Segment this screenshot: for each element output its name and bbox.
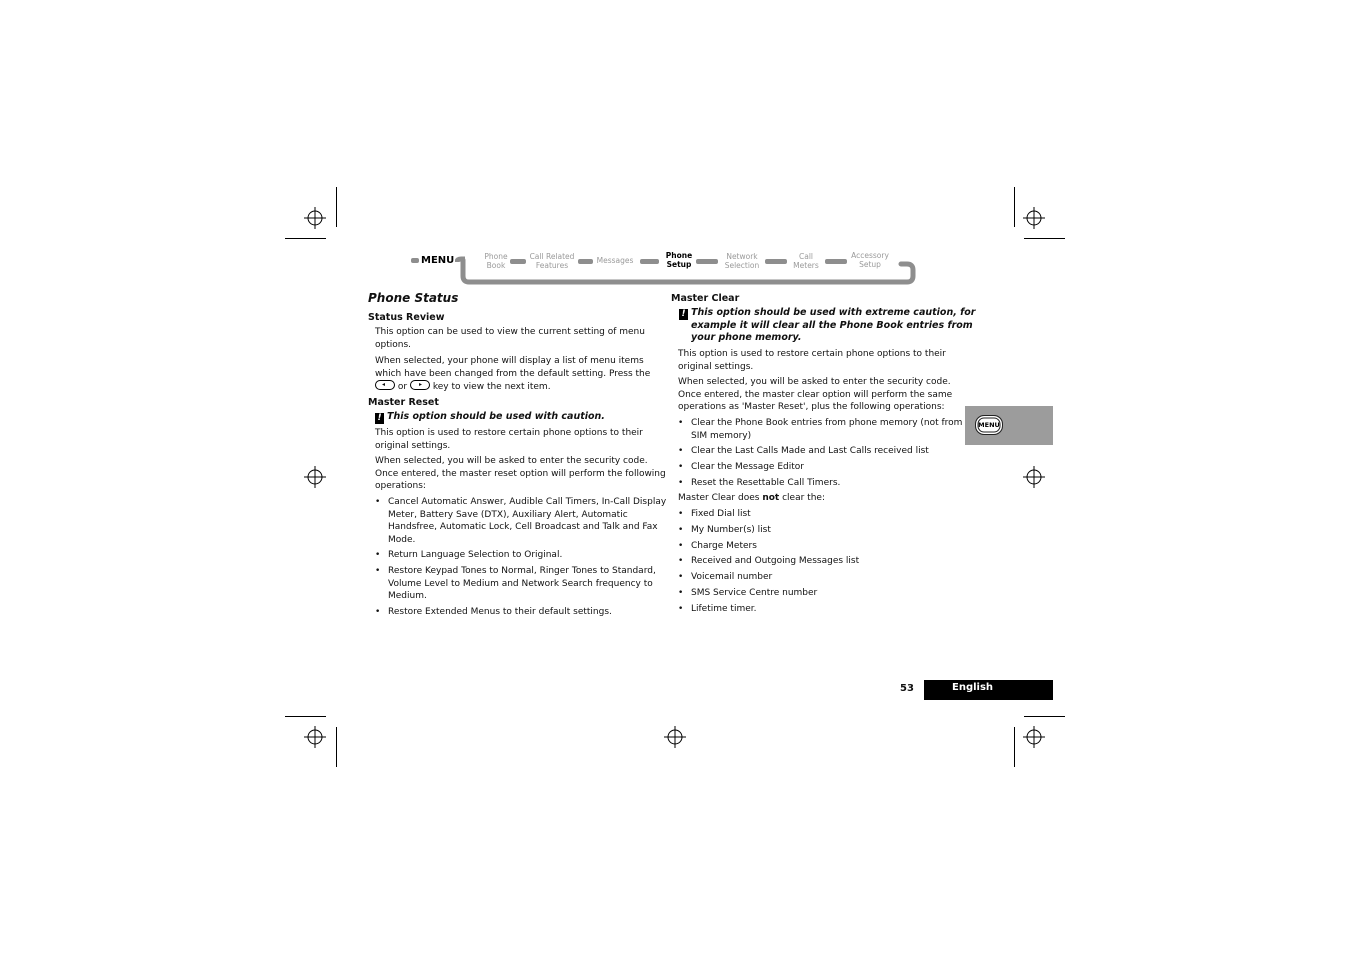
list-item: • My Number(s) list	[691, 524, 771, 537]
list-item: • Reset the Resettable Call Timers.	[691, 477, 840, 490]
menu-label: MENU	[421, 255, 455, 266]
nav-connector	[696, 259, 718, 264]
list-item: • Restore Keypad Tones to Normal, Ringer Tones to Standard, Volume Level to Medium and Network Search frequency to Medium.	[388, 565, 656, 603]
registration-mark-icon	[304, 466, 326, 488]
language-label: English	[952, 682, 994, 693]
nav-item-accessory-setup: Accessory Setup	[851, 251, 889, 269]
nav-item-phone-setup: Phone Setup	[665, 251, 693, 269]
crop-mark	[1024, 716, 1065, 717]
crop-mark	[1014, 187, 1015, 227]
crop-mark	[1014, 727, 1015, 767]
list-item: • Voicemail number	[691, 571, 772, 584]
status-review-text: This option can be used to view the current setting of menu options.	[375, 327, 645, 350]
page-number: 53	[900, 683, 914, 694]
list-item: • Fixed Dial list	[691, 508, 751, 521]
list-item: • Clear the Last Calls Made and Last Calls received list	[691, 445, 929, 458]
nav-item-call-meters: Call Meters	[793, 252, 819, 270]
status-review-text: When selected, your phone will display a list of menu items which have been changed from the default setting. Press the ◂ or ▸ key to view the next item.	[375, 356, 651, 393]
list-item: • Restore Extended Menus to their default settings.	[388, 606, 612, 619]
master-clear-heading: Master Clear	[671, 293, 740, 304]
master-reset-heading: Master Reset	[368, 397, 439, 408]
warning-icon: !	[375, 413, 384, 424]
crop-mark	[336, 187, 337, 227]
master-reset-text: This option is used to restore certain phone options to their original settings.	[375, 428, 643, 451]
crop-mark	[336, 727, 337, 767]
nav-connector	[578, 259, 593, 264]
nav-connector	[640, 259, 659, 264]
master-clear-text: When selected, you will be asked to enter the security code. Once entered, the master clear option will perform the same operations as 'Master Reset', plus the following operations:	[678, 377, 953, 413]
crop-mark	[285, 238, 326, 239]
crop-mark	[285, 716, 326, 717]
nav-item-network-selection: Network Selection	[724, 252, 760, 270]
nav-connector	[765, 259, 787, 264]
list-item: • Charge Meters	[691, 540, 757, 553]
list-item: • Clear the Message Editor	[691, 461, 804, 474]
crop-mark	[1024, 238, 1065, 239]
master-clear-text: This option is used to restore certain phone options to their original settings.	[678, 349, 946, 372]
menu-key-icon: MENU	[975, 415, 1003, 435]
master-reset-text: When selected, you will be asked to enter the security code. Once entered, the master reset option will perform the following operations:	[375, 456, 666, 492]
page-title: Phone Status	[368, 291, 459, 305]
master-clear-note: Master Clear does not clear the:	[678, 493, 825, 503]
section-side-tab	[965, 406, 1053, 445]
master-reset-warning: ! This option should be used with caution.	[375, 411, 605, 424]
nav-item-messages: Messages	[596, 256, 634, 265]
registration-mark-icon	[664, 726, 686, 748]
nav-connector	[510, 259, 526, 264]
nav-connector	[825, 259, 847, 264]
right-key-icon: ▸	[410, 380, 430, 390]
registration-mark-icon	[304, 207, 326, 229]
registration-mark-icon	[1023, 207, 1045, 229]
registration-mark-icon	[304, 726, 326, 748]
nav-item-call-related-features: Call Related Features	[529, 252, 575, 270]
nav-connector	[411, 258, 419, 263]
registration-mark-icon	[1023, 726, 1045, 748]
list-item: • Lifetime timer.	[691, 603, 756, 616]
list-item: • Return Language Selection to Original.	[388, 549, 562, 562]
nav-item-phone-book: Phone Book	[484, 252, 508, 270]
list-item: • Received and Outgoing Messages list	[691, 555, 859, 568]
list-item: • Clear the Phone Book entries from phone memory (not from SIM memory)	[691, 417, 962, 442]
registration-mark-icon	[1023, 466, 1045, 488]
status-review-heading: Status Review	[368, 312, 445, 323]
warning-icon: !	[679, 309, 688, 320]
master-clear-warning: This option should be used with extreme caution, for example it will clear all the Phone Book entries from your phone memory.	[691, 307, 976, 344]
list-item: • SMS Service Centre number	[691, 587, 817, 600]
list-item: • Cancel Automatic Answer, Audible Call Timers, In-Call Display Meter, Battery Save (DTX), Auxiliary Alert, Automatic Handsfree, Automatic Lock, Cell Broadcast and Talk and Fax Mode.	[388, 496, 666, 546]
language-bar	[924, 680, 1053, 700]
left-key-icon: ◂	[375, 380, 395, 390]
